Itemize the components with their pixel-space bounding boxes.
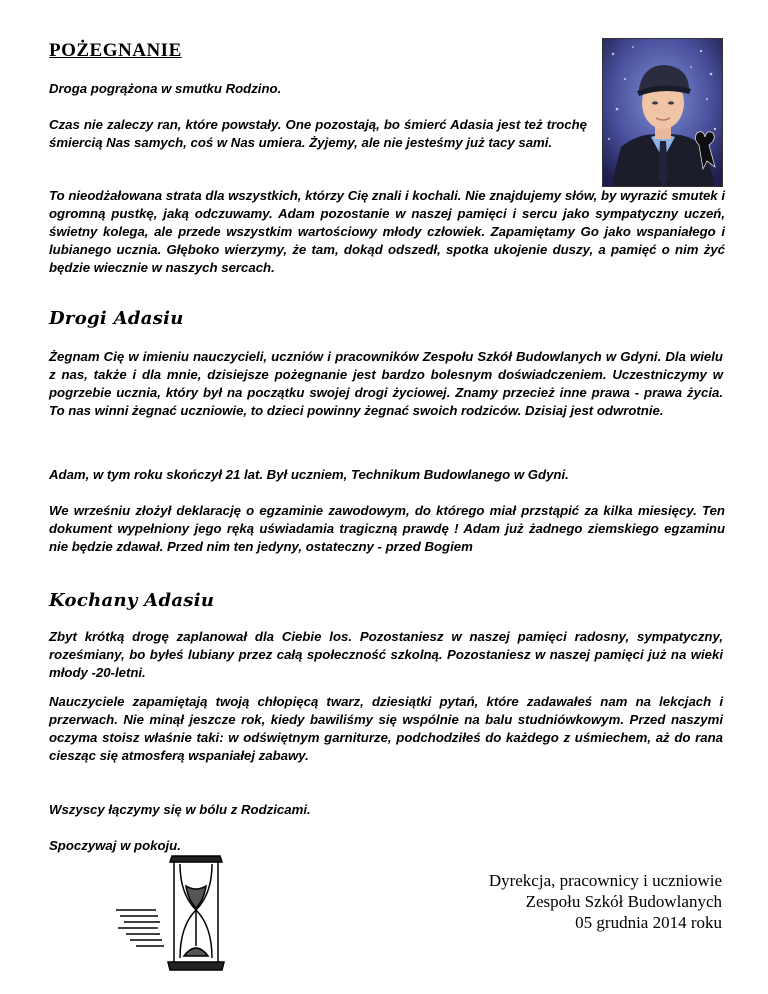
section-heading-kochany-adasiu: Kochany Adasiu [49, 590, 215, 611]
section1-paragraph-2: Adam, w tym roku skończył 21 lat. Był uczniem, Technikum Budowlanego w Gdyni. [49, 467, 569, 482]
page-title: POŻEGNANIE [49, 40, 182, 61]
section1-paragraph-1: Żegnam Cię w imieniu nauczycieli, uczniów i pracowników Zespołu Szkół Budowlanych w Gdyni. Dla wielu z nas, także i dla mnie, dzisiejsze pożegnanie jest bardzo bolesnym doświadczeniem. Uczestniczymy w pogrzebie ucznia, który był na początku swojej drogi życiowej. Znamy przecież inne prawa - prawa życia. To nas winni żegnać uczniowie, to dzieci powinny żegnać swoich rodziców. Dzisiaj jest odwrotnie. [49, 349, 723, 418]
section1-paragraph-3: We wrześniu złożył deklarację o egzaminie zawodowym, do którego miał przstąpić za kilka miesięcy. Ten dokument wypełniony jego ręką uświadamia tragiczną prawdę ! Adam już żadnego ziemskiego egzaminu nie będzie zdawał. Przed nim ten jedyny, ostateczny - przed Bogiem [49, 503, 725, 554]
portrait-photo [602, 38, 723, 187]
opening-quote: Czas nie zaleczy ran, które powstały. One pozostają, bo śmierć Adasia jest też trochę śmiercią Nas samych, coś w Nas umiera. Żyjemy, ale nie jesteśmy już tacy sami. [49, 117, 587, 150]
intro-paragraph: To nieodżałowana strata dla wszystkich, którzy Cię znali i kochali. Nie znajdujemy słów, by wyrazić smutek i ogromną pustkę, jaką odczuwamy. Adam pozostanie w naszej pamięci i sercu jako sympatyczny uczeń, świetny kolega, ale przede wszystkim wartościowy młody człowiek. Zapamiętamy Go jako wspaniałego i lubianego ucznia. Głęboko wierzymy, że tam, dokąd odszedł, spotka ukojenie duszy, a pamięć o nim żyć będzie wiecznie w naszych sercach. [49, 188, 725, 275]
greeting: Droga pogrążona w smutku Rodzino. [49, 81, 282, 96]
section2-paragraph-4: Spoczywaj w pokoju. [49, 838, 181, 853]
signature-line-2: Zespołu Szkół Budowlanych [525, 892, 722, 911]
section2-paragraph-1: Zbyt krótką drogę zaplanował dla Ciebie los. Pozostaniesz w naszej pamięci radosny, sympatyczny, roześmiany, bo byłeś lubiany przez całą społeczność szkolną. Pozostaniesz w naszej pamięci już na wieki młody -20-letni. [49, 629, 723, 680]
portrait-image [603, 39, 722, 186]
signature-line-1: Dyrekcja, pracownicy i uczniowie [488, 871, 722, 890]
hourglass-icon [116, 850, 238, 978]
section2-paragraph-3: Wszyscy łączymy się w bólu z Rodzicami. [49, 802, 311, 817]
section-heading-drogi-adasiu: Drogi Adasiu [49, 308, 184, 329]
section2-paragraph-2: Nauczyciele zapamiętają twoją chłopięcą twarz, dziesiątki pytań, które zadawałeś nam na lekcjach i przerwach. Nie minął jeszcze rok, kiedy bawiliśmy się wspólnie na balu studniówkowym. Przed naszymi oczyma stoisz właśnie taki: w odświętnym garniturze, podchodziłeś do każdego z uśmiechem, aż do rana ciesząc się atmosferą wspaniałej zabawy. [49, 694, 723, 763]
signature-block [400, 870, 722, 933]
signature-line-3: 05 grudnia 2014 roku [575, 913, 722, 932]
